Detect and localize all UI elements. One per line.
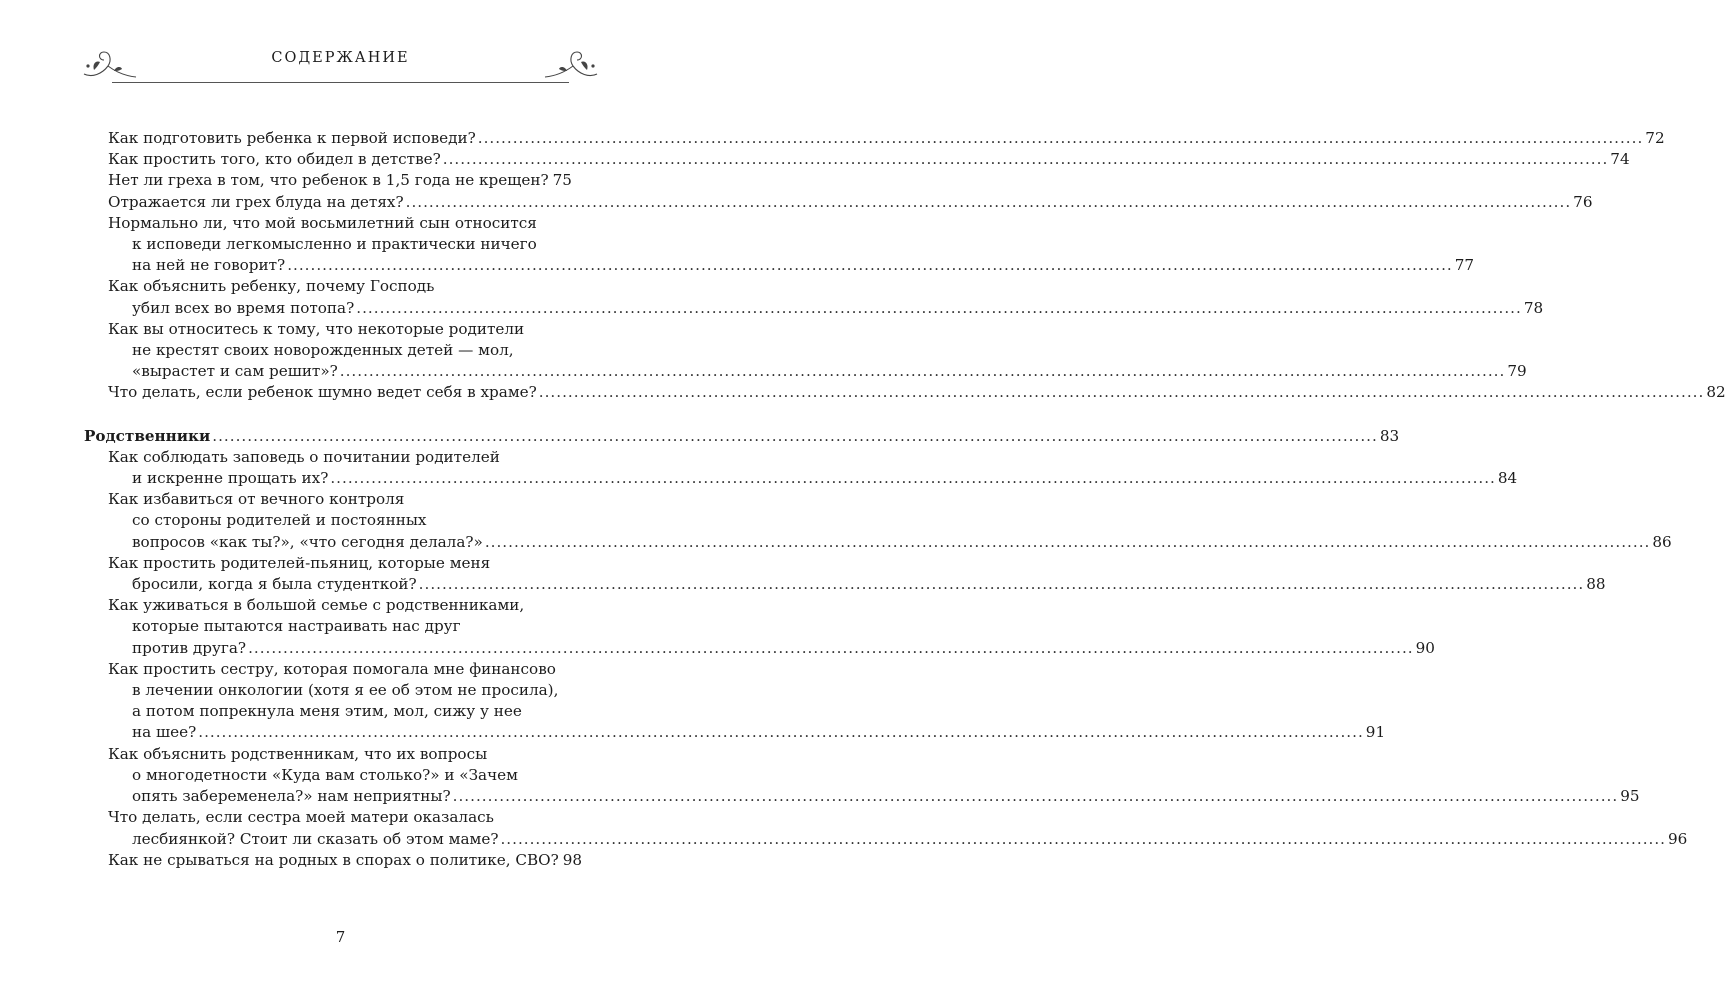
toc-page-number: 90: [1415, 638, 1435, 657]
toc-page-number: 72: [1645, 129, 1665, 147]
toc-entry-line: [108, 276, 568, 297]
toc-entry-text: против друга?: [132, 638, 247, 657]
toc-entry-text: лесбиянкой? Стоит ли сказать об этом маме?: [132, 829, 499, 848]
toc-entry-line: [108, 595, 568, 616]
toc-entry-line: [108, 701, 568, 722]
toc-entry-line: [108, 170, 572, 191]
toc-entry-line: [108, 786, 1640, 807]
toc-entry-text: Нет ли греха в том, что ребенок в 1,5 года не крещен?: [108, 171, 549, 190]
toc-entry-line: [108, 532, 1672, 553]
toc-entry-text: о многодетности «Куда вам столько?» и «Зачем: [132, 765, 518, 784]
toc-entry-text: на шее?: [132, 723, 197, 742]
toc-page-number: 75: [552, 171, 572, 190]
toc-entry-text: вопросов «как ты?», «что сегодня делала?»: [132, 532, 483, 551]
toc-entry-line: [108, 382, 1726, 403]
toc-entry-text: со стороны родителей и постоянных: [132, 511, 427, 530]
section-spacer: [108, 404, 568, 426]
dot-leader: ........................................................................................................................................................................................................: [538, 383, 1705, 402]
toc-entry-line: [108, 361, 1527, 382]
dot-leader: ........................................................................................................................................................................................................: [484, 532, 1651, 551]
toc-page-number: 82: [1706, 383, 1726, 402]
toc-entry[interactable]: [108, 276, 1544, 318]
dot-leader: ........................................................................................................................................................................................................: [330, 469, 1496, 488]
toc-page-number: 74: [1610, 150, 1630, 169]
toc-entry-text: Как объяснить родственникам, что их вопросы: [108, 744, 488, 763]
toc-entry-line: [108, 807, 568, 828]
floral-flourish-icon: [545, 44, 601, 80]
page-number: 7: [335, 928, 346, 946]
toc-entry[interactable]: [108, 213, 1475, 277]
toc-entry-line: [108, 340, 568, 361]
dot-leader: ........................................................................................................................................................................................................: [339, 362, 1506, 381]
toc-entry-line: [108, 659, 568, 680]
section-page-number: 83: [1379, 426, 1400, 445]
toc-entry-line: [108, 638, 1435, 659]
toc-entry-line: [108, 510, 568, 531]
toc-page-number: 96: [1668, 829, 1688, 848]
toc-entry-text: Отражается ли грех блуда на детях?: [108, 192, 404, 211]
toc-entry-text: Как избавиться от вечного контроля: [108, 490, 405, 509]
toc-entry-text: Как простить родителей-пьяниц, которые меня: [108, 553, 491, 572]
toc-entry-text: Как простить того, кто обидел в детстве?: [108, 150, 441, 169]
toc-entry-line: [108, 447, 568, 468]
toc-entry-line: [108, 722, 1386, 743]
toc-entry-text: на ней не говорит?: [132, 256, 286, 275]
toc-entry-line: [108, 255, 1475, 276]
toc-entry-text: Что делать, если сестра моей матери оказалась: [108, 808, 494, 827]
toc-entry-line: [108, 213, 568, 234]
toc-entry-text: убил всех во время потопа?: [132, 298, 355, 317]
toc-entry-text: Нормально ли, что мой восьмилетний сын относится: [108, 213, 537, 232]
toc-entry-line: [108, 616, 568, 637]
toc-entry-text: Как простить сестру, которая помогала мне финансово: [108, 659, 556, 678]
toc-group-children: [108, 128, 1726, 404]
section-heading-relatives[interactable]: [84, 426, 1400, 447]
dot-leader: ........................................................................................................................................................................................................: [405, 192, 1572, 211]
toc-entry-line: [108, 468, 1518, 489]
dot-leader: ........................................................................................................................................................................................................: [477, 129, 1644, 147]
toc-page-number: 77: [1454, 256, 1475, 275]
toc-page-number: 98: [562, 850, 583, 869]
toc-entry-text: к исповеди легкомысленно и практически ничего: [132, 235, 537, 254]
toc-entry[interactable]: [108, 807, 1688, 849]
toc-entry-line: [108, 149, 1630, 170]
toc-entry-text: Как уживаться в большой семье с родственниками,: [108, 596, 525, 615]
toc-entry[interactable]: [108, 850, 583, 871]
toc-entry-line: [108, 128, 1665, 149]
dot-leader: ........................................................................................................................................................................................................: [418, 575, 1585, 594]
toc-entry-text: в лечении онкологии (хотя я ее об этом не просила),: [132, 681, 559, 700]
toc-entry-text: и искренне прощать их?: [132, 469, 329, 488]
toc-entry-line: [108, 192, 1593, 213]
toc-entry[interactable]: [108, 170, 572, 191]
toc-entry-line: [108, 553, 568, 574]
toc-entry[interactable]: [108, 319, 1527, 383]
dot-leader: ........................................................................................................................................................................................................: [248, 638, 1414, 657]
toc-page-number: 79: [1507, 362, 1527, 381]
section-title: Родственники: [84, 426, 211, 445]
toc-entry-text: Как вы относитесь к тому, что некоторые родители: [108, 319, 525, 338]
dot-leader: ........................................................................................................................................................................................................: [452, 787, 1619, 806]
toc-entry-line: [108, 298, 1544, 319]
toc-entry-line: [108, 489, 568, 510]
dot-leader: ........................................................................................................................................................................................................: [212, 426, 1378, 445]
dot-leader: ........................................................................................................................................................................................................: [500, 829, 1667, 848]
header-divider: [112, 82, 569, 83]
toc-entry[interactable]: [108, 192, 1593, 213]
toc-entry-line: [108, 234, 568, 255]
toc-entry-line: [108, 850, 583, 871]
toc-entry[interactable]: [108, 149, 1630, 170]
toc-entry[interactable]: [108, 447, 1518, 489]
toc-entry-text: Как соблюдать заповедь о почитании родителей: [108, 447, 500, 466]
toc-page-number: 88: [1586, 575, 1606, 594]
toc-entry-text: Что делать, если ребенок шумно ведет себя в храме?: [108, 383, 537, 402]
toc-entry[interactable]: [108, 595, 1435, 659]
toc-entry[interactable]: [108, 382, 1726, 403]
toc-page-number: 78: [1523, 298, 1544, 317]
running-header: [80, 44, 601, 84]
toc-page-number: 84: [1497, 469, 1518, 488]
dot-leader: ........................................................................................................................................................................................................: [287, 256, 1453, 275]
toc-entry[interactable]: [108, 744, 1640, 808]
table-of-contents: [84, 128, 1726, 871]
toc-entry[interactable]: [108, 659, 1386, 744]
toc-entry-line: [108, 680, 568, 701]
dot-leader: ........................................................................................................................................................................................................: [442, 150, 1609, 169]
toc-page-number: 76: [1573, 192, 1593, 211]
toc-entry-line: [108, 744, 568, 765]
toc-entry[interactable]: [108, 553, 1606, 595]
toc-entry-line: [108, 765, 568, 786]
toc-entry[interactable]: [108, 489, 1672, 553]
toc-entry-line: [108, 574, 1606, 595]
toc-entry-text: опять забеременела?» нам неприятны?: [132, 787, 451, 806]
toc-entry-text: Как объяснить ребенку, почему Господь: [108, 277, 435, 296]
page-title: СОДЕРЖАНИЕ: [271, 50, 410, 66]
dot-leader: ........................................................................................................................................................................................................: [198, 723, 1364, 742]
toc-entry[interactable]: [108, 128, 1665, 149]
toc-entry-text: Как подготовить ребенка к первой исповеди?: [108, 129, 476, 147]
toc-entry-text: бросили, когда я была студенткой?: [132, 575, 417, 594]
toc-entry-text: не крестят своих новорожденных детей — мол,: [132, 341, 514, 360]
dot-leader: ........................................................................................................................................................................................................: [356, 298, 1522, 317]
toc-entry-text: которые пытаются настраивать нас друг: [132, 617, 461, 636]
toc-entry-line: [108, 829, 1688, 850]
toc-entry-text: «вырастет и сам решит»?: [132, 362, 338, 381]
toc-entry-line: [108, 319, 568, 340]
toc-entry-text: а потом попрекнула меня этим, мол, сижу у нее: [132, 702, 522, 721]
toc-page-number: 95: [1620, 787, 1640, 806]
toc-page-number: 91: [1365, 723, 1386, 742]
toc-entry-text: Как не срываться на родных в спорах о политике, СВО?: [108, 850, 559, 869]
toc-page-number: 86: [1652, 532, 1672, 551]
toc-group-relatives: [108, 447, 1688, 871]
